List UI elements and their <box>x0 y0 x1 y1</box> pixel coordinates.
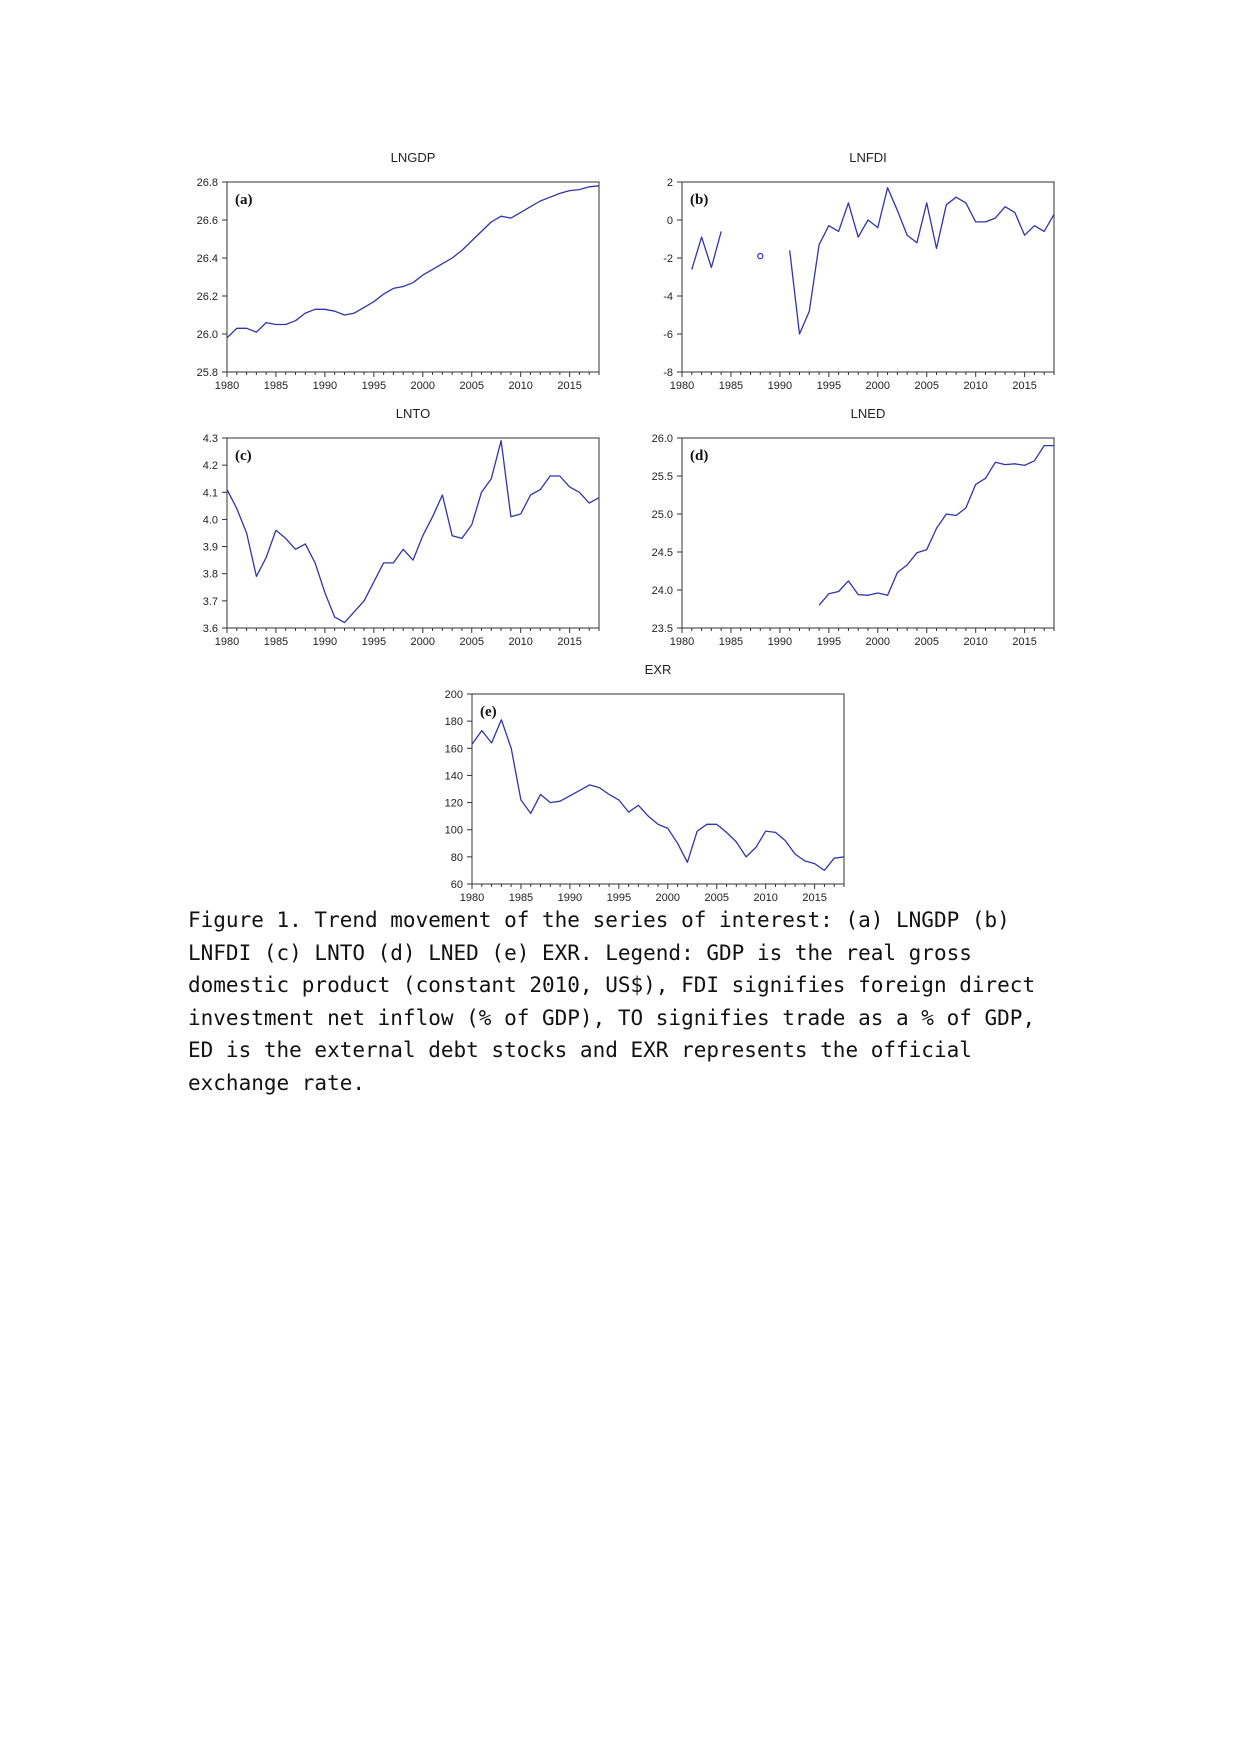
x-tick-label: 2010 <box>508 380 533 392</box>
x-tick-label: 2000 <box>865 636 891 648</box>
chart-panel-d <box>652 406 1054 648</box>
y-tick-label: 180 <box>444 716 463 729</box>
y-tick-label: 26.0 <box>651 433 673 445</box>
panel-label: (a) <box>235 192 253 208</box>
y-tick-label: 3.8 <box>202 568 218 581</box>
plot-frame <box>227 182 599 372</box>
y-tick-label: -8 <box>663 367 673 379</box>
x-tick-label: 2005 <box>914 636 939 648</box>
series-line <box>472 720 844 871</box>
x-tick-label: 2010 <box>963 636 988 648</box>
y-tick-label: 140 <box>444 770 463 783</box>
y-tick-label: 25.8 <box>196 367 218 379</box>
chart-panel-e <box>445 662 844 904</box>
y-tick-label: 200 <box>444 689 463 701</box>
plot-frame <box>682 438 1054 628</box>
x-tick-label: 1980 <box>459 892 485 904</box>
x-tick-label: 1995 <box>361 380 387 392</box>
x-tick-label: 2005 <box>914 380 939 392</box>
x-tick-label: 1985 <box>263 636 289 648</box>
x-tick-label: 1985 <box>508 892 534 904</box>
y-tick-label: 24.0 <box>651 585 673 597</box>
y-tick-label: 2 <box>666 177 673 189</box>
x-tick-label: 1980 <box>669 636 695 648</box>
x-tick-label: 2000 <box>410 380 436 392</box>
x-tick-label: 2010 <box>753 892 778 904</box>
x-tick-label: 1980 <box>214 380 240 392</box>
series-line <box>790 188 1054 334</box>
plot-frame <box>682 182 1054 372</box>
y-tick-label: 80 <box>450 851 463 864</box>
y-tick-label: 25.5 <box>651 471 673 483</box>
x-tick-label: 2015 <box>1012 380 1037 392</box>
y-tick-label: 26.2 <box>196 291 218 303</box>
y-tick-label: 0 <box>666 215 673 227</box>
x-tick-label: 1995 <box>606 892 632 904</box>
x-tick-label: 2005 <box>459 380 484 392</box>
series-line <box>692 231 721 269</box>
y-tick-label: 4.0 <box>202 514 218 527</box>
y-tick-label: 3.9 <box>202 541 218 554</box>
x-tick-label: 1995 <box>816 380 842 392</box>
chart-panel-b <box>663 150 1054 392</box>
panel-label: (e) <box>480 704 497 720</box>
x-tick-label: 1990 <box>312 380 338 392</box>
series-line <box>819 446 1054 606</box>
y-tick-label: 60 <box>450 879 463 891</box>
chart-title: LNGDP <box>390 150 436 165</box>
series-line <box>227 186 599 338</box>
y-tick-label: 26.6 <box>196 215 218 227</box>
figure-caption: Figure 1. Trend movement of the series of interest: (a) LNGDP (b) LNFDI (c) LNTO (d) LNED (e) EXR. Legend: GDP is the real gross domestic product (constant 2010, US$), FDI signifies foreign direct investment net inflow (% of GDP), TO signifies trade as a % of GDP, ED is the external debt stocks and EXR represents the official exchange rate. <box>188 908 1036 1095</box>
y-tick-label: -6 <box>663 329 673 341</box>
y-tick-label: 24.5 <box>651 547 673 559</box>
y-tick-label: -4 <box>663 291 673 303</box>
y-tick-label: 160 <box>444 743 463 756</box>
y-tick-label: 3.7 <box>202 595 218 608</box>
chart-title: LNTO <box>395 406 431 421</box>
x-tick-label: 1985 <box>263 380 289 392</box>
x-tick-label: 1990 <box>767 380 793 392</box>
x-tick-label: 2015 <box>557 380 582 392</box>
x-tick-label: 2010 <box>963 380 988 392</box>
y-tick-label: 25.0 <box>651 509 673 521</box>
x-tick-label: 2015 <box>1012 636 1037 648</box>
y-tick-label: 4.1 <box>202 487 218 500</box>
x-tick-label: 1995 <box>361 636 387 648</box>
x-tick-label: 2010 <box>508 636 533 648</box>
x-tick-label: 2005 <box>704 892 729 904</box>
x-tick-label: 2005 <box>459 636 484 648</box>
chart-title: EXR <box>644 662 672 677</box>
x-tick-label: 1990 <box>557 892 583 904</box>
y-tick-label: 26.0 <box>196 329 218 341</box>
x-tick-label: 1995 <box>816 636 842 648</box>
y-tick-label: 23.5 <box>651 623 673 635</box>
plot-frame <box>472 694 844 884</box>
x-tick-label: 2000 <box>655 892 681 904</box>
series-line <box>227 441 599 623</box>
x-tick-label: 2000 <box>865 380 891 392</box>
x-tick-label: 2015 <box>802 892 827 904</box>
panel-label: (c) <box>235 448 252 464</box>
y-tick-label: 3.6 <box>202 623 218 635</box>
x-tick-label: 2000 <box>410 636 436 648</box>
y-tick-label: -2 <box>663 253 673 265</box>
x-tick-label: 2015 <box>557 636 582 648</box>
chart-panel-c <box>203 406 599 648</box>
y-tick-label: 120 <box>444 797 463 810</box>
y-tick-label: 26.4 <box>196 253 218 265</box>
y-tick-label: 26.8 <box>196 177 218 189</box>
x-tick-label: 1990 <box>312 636 338 648</box>
x-tick-label: 1985 <box>718 636 744 648</box>
chart-panel-a <box>197 150 599 392</box>
data-point <box>758 254 763 259</box>
x-tick-label: 1980 <box>214 636 240 648</box>
panel-label: (b) <box>690 192 709 208</box>
x-tick-label: 1990 <box>767 636 793 648</box>
x-tick-label: 1980 <box>669 380 695 392</box>
plot-frame <box>227 438 599 628</box>
y-tick-label: 4.2 <box>202 460 218 473</box>
y-tick-label: 4.3 <box>202 433 218 445</box>
x-tick-label: 1985 <box>718 380 744 392</box>
chart-title: LNFDI <box>849 150 887 165</box>
panel-label: (d) <box>690 448 709 464</box>
chart-title: LNED <box>850 406 886 421</box>
y-tick-label: 100 <box>444 824 463 837</box>
